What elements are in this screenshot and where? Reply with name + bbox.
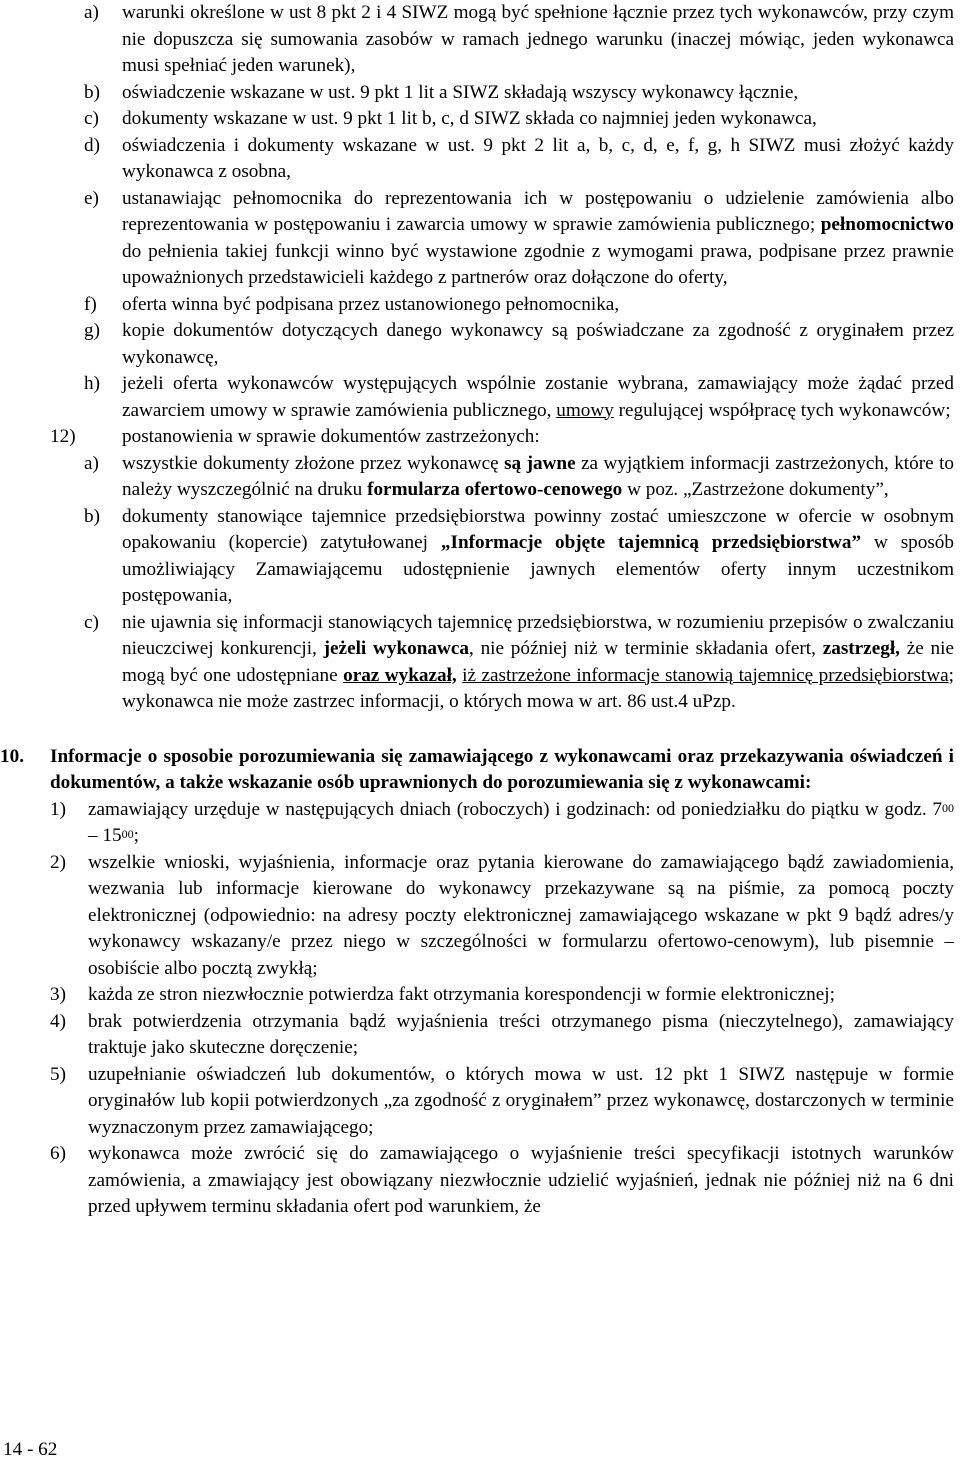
page-number: 14 - 62 [3, 1439, 58, 1460]
list-text: wszystkie dokumenty złożone przez wykonawcę są jawne za wyjątkiem informacji zastrzeżonych, które to należy wyszczególnić na druku formularza ofertowo-cenowego w poz. „Zastrzeżone dokumenty”, [122, 452, 954, 500]
list-item-12b [0, 504, 960, 610]
list-item-12 [0, 424, 960, 451]
list-item-h [0, 371, 960, 424]
list-item-a [0, 0, 960, 80]
numbered-item-2 [0, 850, 960, 983]
numbered-item-6 [0, 1141, 960, 1221]
list-item-f [0, 292, 960, 319]
list-label: c) [84, 611, 99, 633]
list-label: a) [84, 452, 99, 474]
list-text: nie ujawnia się informacji stanowiących tajemnicę przedsiębiorstwa, w rozumieniu przepisów o zwalczaniu nieuczciwej konkurencji, jeżeli wykonawca, nie później niż w terminie składania ofert, zastrzegł, że nie mogą być one udostępniane oraz wykazał, iż zastrzeżone informacje stanowią tajemnicę przedsiębiorstwa; wykonawca nie może zastrzec informacji, o których mowa w art. 86 ust.4 uPzp. [122, 611, 954, 712]
list-item-c [0, 106, 960, 133]
list-label: 6) [50, 1143, 66, 1164]
section-number: 10. [0, 745, 24, 767]
numbered-item-5 [0, 1062, 960, 1142]
list-label: 5) [50, 1063, 66, 1085]
list-text: wykonawca może zwrócić się do zamawiającego o wyjaśnienie treści specyfikacji istotnych warunków zamówienia, a zmawiający jest obowiązany niezwłocznie udzielić wyjaśnień, jednak nie później niż na 6 dni przed upływem terminu składania ofert pod warunkiem, że [88, 1143, 954, 1217]
list-text: brak potwierdzenia otrzymania bądź wyjaśnienia treści otrzymanego pisma (nieczytelnego), zamawiający traktuje jako skuteczne doręczenie; [88, 1010, 954, 1058]
list-text: dokumenty stanowiące tajemnice przedsiębiorstwa powinny zostać umieszczone w ofercie w osobnym opakowaniu (kopercie) zatytułowanej „Informacje objęte tajemnicą przedsiębiorstwa” w sposób umożliwiający Zamawiającemu udostępnienie jawnych elementów oferty innym uczestnikom postępowania, [122, 505, 954, 606]
list-text: zamawiający urzęduje w następujących dniach (roboczych) i godzinach: od poniedziałku do piątku w godz. $7^{00} - 15^{00}$; [88, 798, 954, 846]
list-label: b) [84, 505, 100, 527]
list-label: g) [84, 320, 100, 341]
list-label: d) [84, 134, 100, 156]
list-text: dokumenty wskazane w ust. 9 pkt 1 lit b, c, d SIWZ składa co najmniej jeden wykonawca, [122, 108, 817, 129]
bold-term: pełnomocnictwo [820, 214, 954, 235]
list-label: b) [84, 81, 100, 103]
list-label: h) [84, 373, 100, 394]
list-label: e) [84, 187, 99, 209]
list-text: jeżeli oferta wykonawców występujących wspólnie zostanie wybrana, zamawiający może żądać przed zawarciem umowy w sprawie zamówienia publicznego, umowy regulującej współpracę tych wykonawców; [122, 373, 954, 421]
list-text: warunki określone w ust 8 pkt 2 i 4 SIWZ mogą być spełnione łącznie przez tych wykonawców, przy czym nie dopuszcza się sumowania zasobów w ramach jednego warunku (inaczej mówiąc, jeden wykonawca musi spełniać jeden warunek), [122, 2, 954, 76]
list-item-12a [0, 451, 960, 504]
list-text: oświadczenia i dokumenty wskazane w ust. 9 pkt 2 lit a, b, c, d, e, f, g, h SIWZ musi złożyć każdy wykonawca z osobna, [122, 134, 954, 182]
list-text: oferta winna być podpisana przez ustanowionego pełnomocnika, [122, 293, 620, 315]
list-text: każda ze stron niezwłocznie potwierdza fakt otrzymania korespondencji w formie elektronicznej; [88, 984, 835, 1005]
section-heading: Informacje o sposobie porozumiewania się zamawiającego z wykonawcami oraz przekazywania oświadczeń i dokumentów, a także wskazanie osób uprawnionych do porozumiewania się z wykonawcami: [50, 745, 954, 793]
list-text: postanowienia w sprawie dokumentów zastrzeżonych: [122, 426, 540, 447]
list-label: 12) [50, 426, 76, 447]
list-text: ustanawiając pełnomocnika do reprezentowania ich w postępowaniu o udzielenie zamówienia albo reprezentowania w postępowaniu i zawarcia umowy w sprawie zamówienia publicznego; pełnomocnictwo do pełnienia takiej funkcji winno być wystawione zgodnie z wymogami prawa, podpisane przez prawnie upoważnionych przedstawicieli każdego z partnerów oraz dołączone do oferty, [122, 187, 954, 288]
list-label: a) [84, 2, 99, 23]
list-item-b [0, 80, 960, 107]
list-text: oświadczenie wskazane w ust. 9 pkt 1 lit a SIWZ składają wszyscy wykonawcy łącznie, [122, 81, 799, 103]
list-text: wszelkie wnioski, wyjaśnienia, informacje oraz pytania kierowane do zamawiającego bądź zawiadomienia, wezwania lub informacje kierowane do wykonawcy przekazywane są na piśmie, za pomocą poczty elektronicznej (odpowiednio: na adresy poczty elektronicznej zamawiającego wskazane w pkt 9 bądź adres/y wykonawcy wskazany/e przez niego w szczególności w formularzu ofertowo-cenowym), lub pisemnie – osobiście albo pocztą zwykłą; [88, 851, 954, 979]
list-label: c) [84, 108, 99, 129]
list-label: f) [84, 293, 97, 315]
list-label: 2) [50, 851, 66, 873]
list-text: uzupełnianie oświadczeń lub dokumentów, o których mowa w ust. 12 pkt 1 SIWZ następuje w formie oryginałów lub kopii potwierdzonych „za zgodność z oryginałem” przez wykonawcę, dostarczonych w terminie wyznaczonym przez zamawiającego; [88, 1063, 954, 1138]
list-label: 1) [50, 798, 66, 820]
underlined-term: umowy [556, 399, 614, 421]
section-10-heading [0, 744, 960, 797]
section-spacer [0, 716, 960, 744]
list-item-12c [0, 610, 960, 716]
list-text: kopie dokumentów dotyczących danego wykonawcy są poświadczane za zgodność z oryginałem przez wykonawcę, [122, 320, 954, 368]
list-item-g [0, 318, 960, 371]
list-item-e [0, 186, 960, 292]
numbered-item-4 [0, 1009, 960, 1062]
list-label: 3) [50, 984, 66, 1005]
list-item-d [0, 133, 960, 186]
numbered-item-1 [0, 797, 960, 850]
list-label: 4) [50, 1010, 66, 1032]
numbered-item-3 [0, 982, 960, 1009]
